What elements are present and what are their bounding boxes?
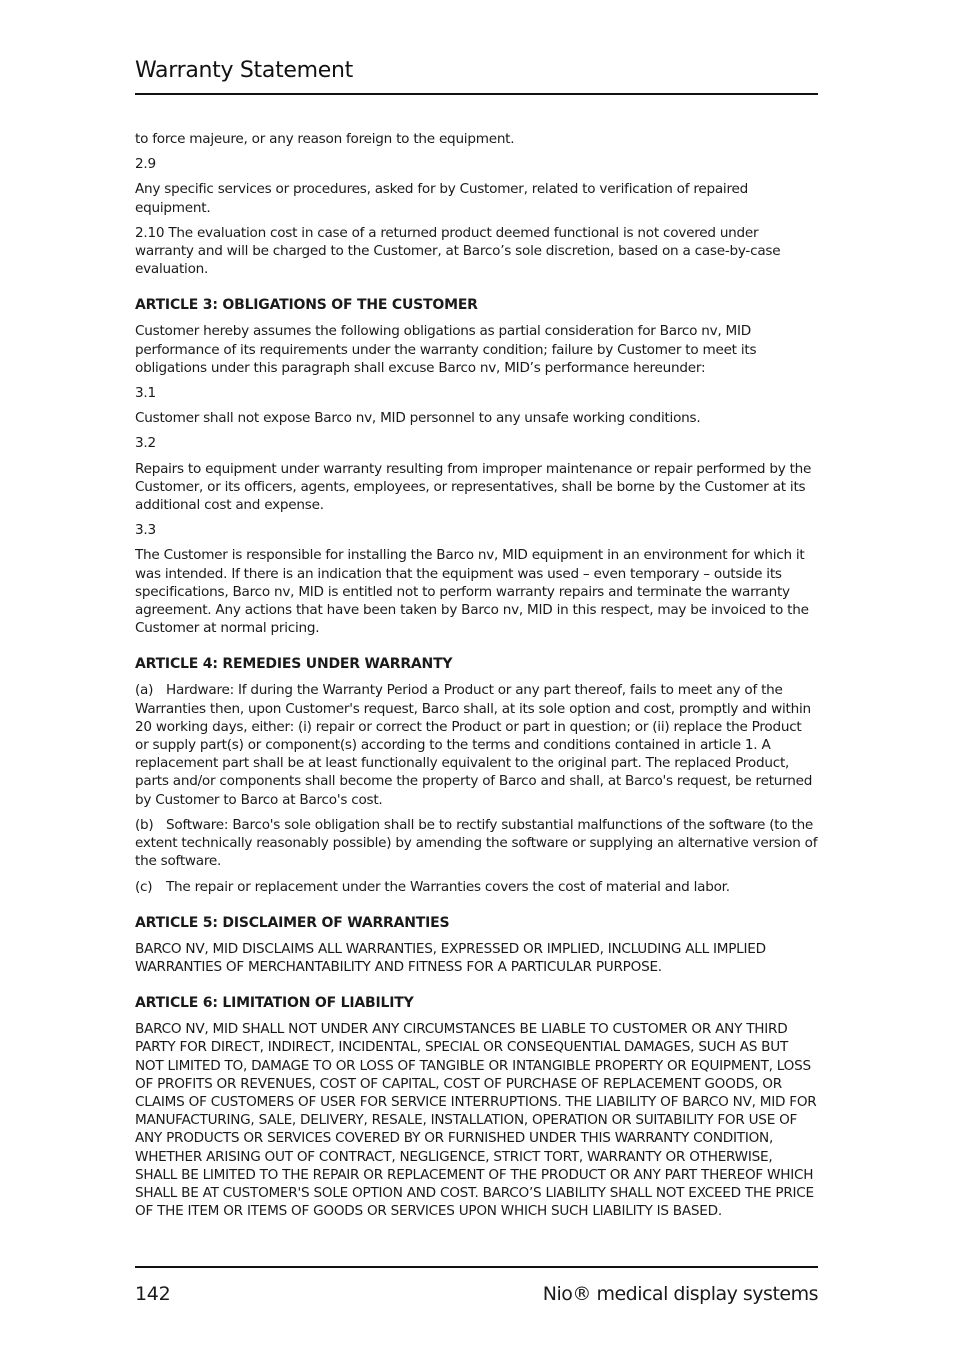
clause-number-3-2: 3.2	[135, 435, 156, 452]
document-page	[135, 0, 818, 1352]
remedy-item-a-tag: (a)	[135, 682, 154, 699]
document-body	[135, 130, 818, 1227]
paragraph-continuation: to force majeure, or any reason foreign to the equipment.	[135, 131, 515, 147]
remedy-item-c-text: The repair or replacement under the Warranties covers the cost of material and labor.	[166, 878, 730, 895]
header-divider	[135, 93, 818, 95]
remedy-item-a-text: Hardware: If during the Warranty Period a Product or any part thereof, fails to meet any of the Warranties then, upon Customer's request, Barco shall, at its sole option and cost, promptly and within 20 working days, either: (i) repair or correct the Product or part in question; or (ii) replace the Product or supply part(s) or component(s) according to the terms and conditions contained in article 1. A replacement part shall be at least functionally equivalent to the original part. The replaced Product, parts and/or components shall become the property of Barco and shall, at Barco's request, be returned by Customer to Barco at Barco's cost.	[135, 682, 813, 808]
footer-product-name: Nio® medical display systems	[542, 1283, 818, 1305]
remedy-item-c	[135, 878, 818, 896]
clause-number-3-3: 3.3	[135, 522, 156, 539]
page-number: 142	[135, 1283, 171, 1305]
remedy-item-b-tag: (b)	[135, 816, 154, 833]
clause-text-3-1: Customer shall not expose Barco nv, MID personnel to any unsafe working conditions.	[135, 410, 701, 427]
article-5-heading: ARTICLE 5: DISCLAIMER OF WARRANTIES	[135, 914, 450, 931]
article-4-heading: ARTICLE 4: REMEDIES UNDER WARRANTY	[135, 656, 453, 673]
footer-divider	[135, 1266, 818, 1268]
remedy-item-b	[135, 816, 818, 871]
clause-2-10: 2.10 The evaluation cost in case of a returned product deemed functional is not covered under warranty and will be charged to the Customer, at Barco’s sole discretion, based on a case-by-case evaluation.	[135, 224, 781, 278]
article-5-text: BARCO NV, MID DISCLAIMS ALL WARRANTIES, EXPRESSED OR IMPLIED, INCLUDING ALL IMPLIED WARRANTIES OF MERCHANTABILITY AND FITNESS FOR A PARTICULAR PURPOSE.	[135, 940, 766, 975]
page-header-title: Warranty Statement	[135, 58, 353, 83]
article-6-heading: ARTICLE 6: LIMITATION OF LIABILITY	[135, 995, 414, 1012]
clause-number-2-9: 2.9	[135, 156, 156, 173]
clause-text-3-3: The Customer is responsible for installing the Barco nv, MID equipment in an environment for which it was intended. If there is an indication that the equipment was used – even temporary – outside its specifications, Barco nv, MID is entitled not to perform warranty repairs and terminate the warranty agreement. Any actions that have been taken by Barco nv, MID in this respect, may be invoiced to the Customer at normal pricing.	[135, 547, 809, 637]
remedy-item-b-text: Software: Barco's sole obligation shall be to rectify substantial malfunctions of the software (to the extent technically reasonably possible) by amending the software or supplying an alternative version of the software.	[135, 816, 818, 870]
clause-number-3-1: 3.1	[135, 385, 156, 402]
article-3-heading: ARTICLE 3: OBLIGATIONS OF THE CUSTOMER	[135, 297, 478, 314]
remedy-item-c-tag: (c)	[135, 878, 153, 895]
article-3-intro: Customer hereby assumes the following obligations as partial consideration for Barco nv, MID performance of its requirements under the warranty condition; failure by Customer to meet its obligations under this paragraph shall excuse Barco nv, MID’s performance hereunder:	[135, 323, 757, 376]
clause-text-3-2: Repairs to equipment under warranty resulting from improper maintenance or repair performed by the Customer, or its officers, agents, employees, or representatives, shall be borne by the Customer at its additional cost and expense.	[135, 460, 812, 514]
clause-text-2-9: Any specific services or procedures, asked for by Customer, related to verification of repaired equipment.	[135, 181, 748, 216]
article-6-text: BARCO NV, MID SHALL NOT UNDER ANY CIRCUMSTANCES BE LIABLE TO CUSTOMER OR ANY THIRD PARTY FOR DIRECT, INDIRECT, INCIDENTAL, SPECIAL OR CONSEQUENTIAL DAMAGES, SUCH AS BUT NOT LIMITED TO, DAMAGE TO OR LOSS OF TANGIBLE OR INTANGIBLE PROPERTY OR EQUIPMENT, LOSS OF PROFITS OR REVENUES, COST OF CAPITAL, COST OF PURCHASE OF REPLACEMENT GOODS, OR CLAIMS OF CUSTOMERS OF USER FOR SERVICE INTERRUPTIONS. THE LIABILITY OF BARCO NV, MID FOR MANUFACTURING, SALE, DELIVERY, RESALE, INSTALLATION, OPERATION OR SUITABILITY FOR USE OF ANY PRODUCTS OR SERVICES COVERED BY OR FURNISHED UNDER THIS WARRANTY CONDITION, WHETHER ARISING OUT OF CONTRACT, NEGLIGENCE, STRICT TORT, WARRANTY OR OTHERWISE, SHALL BE LIMITED TO THE REPAIR OR REPLACEMENT OF THE PRODUCT OR ANY PART THEREOF WHICH SHALL BE AT CUSTOMER'S SOLE OPTION AND COST. BARCO’S LIABILITY SHALL NOT EXCEED THE PRICE OF THE ITEM OR ITEMS OF GOODS OR SERVICES UPON WHICH SUCH LIABILITY IS BASED.	[135, 1021, 817, 1220]
remedy-item-a	[135, 681, 818, 808]
